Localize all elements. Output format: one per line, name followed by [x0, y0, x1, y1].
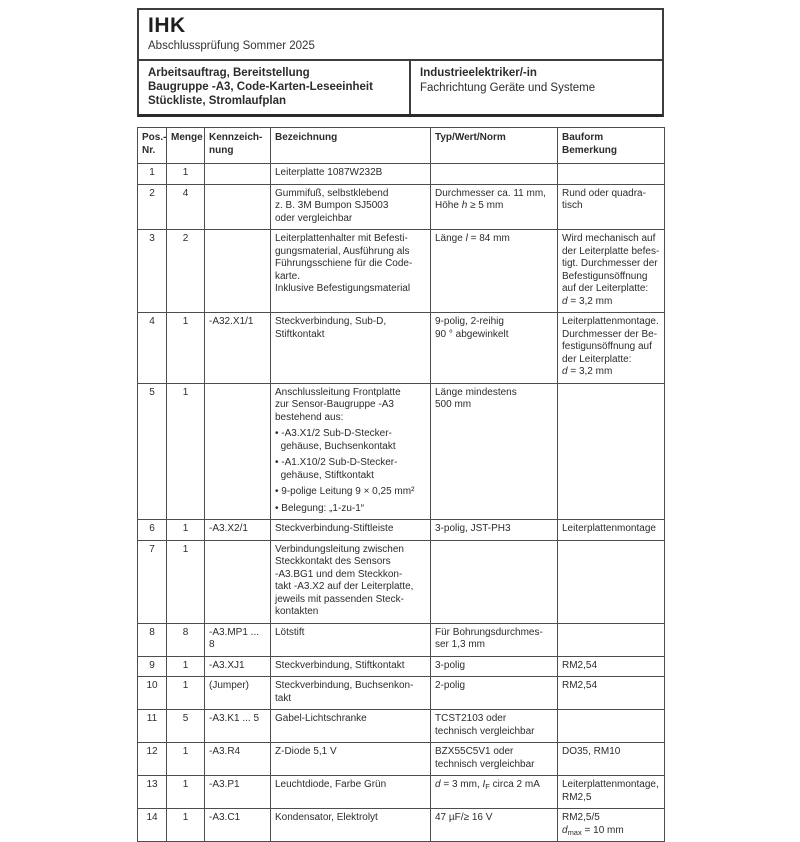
text-line: Befestigunsöffnung [562, 270, 648, 282]
table-cell [138, 383, 167, 520]
table-cell [138, 520, 167, 541]
text-line: kontakten [275, 606, 319, 617]
text-line: 13 [146, 779, 158, 790]
table-cell [431, 184, 558, 230]
text-line [209, 233, 266, 246]
text-line: Führungsschiene für die Code- [275, 258, 413, 269]
text-line: Baugruppe -A3, Code-Karten-Leseeinheit [148, 81, 373, 93]
table-cell [138, 743, 167, 776]
text-line: 5 [182, 713, 189, 724]
text-line [209, 167, 266, 180]
table-cell [271, 623, 431, 656]
title-box [137, 59, 664, 117]
text-line: jeweils mit passenden Steck- [275, 593, 404, 605]
text-line: • 9-polige Leitung 9 × 0,25 mm² [275, 486, 415, 497]
text-line: 5 [149, 386, 155, 398]
text-line: Steckverbindung, Sub-D, [275, 316, 387, 327]
text-line: z. B. 3M Bumpon SJ5003 [275, 200, 389, 211]
text-line: Bemerkung [562, 144, 618, 156]
table-cell [205, 677, 271, 710]
table-cell [558, 184, 665, 230]
text-line: Länge l = 84 mm [435, 233, 510, 244]
table-cell [205, 809, 271, 842]
text-line [562, 544, 660, 557]
table-cell [271, 809, 431, 842]
text-line: Leiterplattenmontage. [562, 316, 659, 327]
text-line: Anschlussleitung Frontplatte [275, 386, 401, 398]
table-cell [167, 383, 205, 520]
text-line: auf der Leiterplatte: [562, 283, 649, 294]
text-line: zur Sensor-Baugruppe -A3 [275, 399, 394, 410]
table-cell [558, 677, 665, 710]
text-line: RM2,54 [562, 659, 598, 671]
text-line: 1 [182, 812, 189, 823]
profession-box [411, 61, 662, 114]
table-row [138, 710, 665, 743]
table-cell [558, 809, 665, 842]
text-line: tisch [562, 200, 583, 211]
table-cell [558, 743, 665, 776]
table-cell [167, 184, 205, 230]
text-line: • Belegung: „1-zu-1“ [275, 502, 365, 514]
text-line: 9-polig, 2-reihig [435, 316, 504, 327]
text-line: • -A1.X10/2 Sub-D-Stecker- [275, 457, 398, 468]
table-cell [271, 710, 431, 743]
table-cell [167, 230, 205, 313]
table-cell [431, 313, 558, 384]
text-line: tigt. Durchmesser der [562, 258, 658, 269]
table-row [138, 313, 665, 384]
text-line: Steckverbindung-Stiftleiste [275, 523, 394, 534]
text-line: Länge mindestens [435, 386, 517, 398]
text-line: 1 [182, 543, 189, 555]
text-line: Durchmesser ca. 11 mm, [435, 187, 546, 199]
table-row [138, 184, 665, 230]
text-line: -A3.P1 [209, 779, 240, 790]
text-line: Menge [171, 132, 203, 143]
text-line: technisch vergleichbar [435, 758, 535, 770]
text-line: 2-polig [435, 680, 466, 691]
text-line: 3-polig [435, 659, 466, 671]
table-cell [558, 710, 665, 743]
text-line: oder vergleichbar [275, 212, 353, 224]
table-cell [431, 623, 558, 656]
text-line: 1 [182, 316, 189, 327]
table-cell [205, 776, 271, 809]
table-cell [431, 520, 558, 541]
text-line: Leiterplattenhalter mit Befesti- [275, 233, 408, 244]
table-cell [558, 230, 665, 313]
table-cell [167, 710, 205, 743]
text-line: • -A3.X1/2 Sub-D-Stecker- [275, 428, 392, 439]
table-row [138, 383, 665, 520]
specialization: Fachrichtung Geräte und Systeme [420, 82, 596, 94]
text-line: RM2,54 [562, 680, 598, 691]
text-line: Arbeitsauftrag, Bereitstellung [148, 67, 310, 79]
profession: Industrieelektriker/-in [420, 67, 537, 79]
text-line: -A3.R4 [209, 746, 241, 757]
table-cell [138, 776, 167, 809]
table-cell [138, 313, 167, 384]
table-cell [205, 230, 271, 313]
text-line: 500 mm [435, 399, 472, 410]
table-header-cell [431, 128, 558, 164]
text-line: 3-polig, JST-PH3 [435, 523, 511, 534]
text-line: DO35, RM10 [562, 746, 621, 757]
text-line: nung [209, 144, 234, 156]
table-cell [138, 230, 167, 313]
table-cell [431, 656, 558, 677]
text-line: gehäuse, Stiftkontakt [275, 469, 374, 481]
text-line [435, 544, 553, 557]
text-line: Steckkontakt des Sensors [275, 556, 391, 567]
table-cell [558, 164, 665, 185]
text-line [435, 167, 553, 180]
table-cell [431, 809, 558, 842]
text-line: -A3.MP1 ... 8 [209, 626, 262, 650]
text-line: technisch vergleichbar [435, 725, 535, 737]
text-line: Stiftkontakt [275, 328, 325, 340]
text-line: BZX55C5V1 oder [435, 746, 514, 757]
table-cell [431, 743, 558, 776]
text-line [209, 387, 266, 400]
table-cell [167, 809, 205, 842]
table-cell [167, 520, 205, 541]
text-line: takt [275, 692, 292, 704]
text-line: 1 [182, 746, 189, 757]
text-line: 2 [182, 233, 189, 244]
text-line: -A3.XJ1 [209, 659, 245, 671]
parts-table-head [138, 128, 665, 164]
text-line: Bauform [562, 132, 604, 143]
text-line: 1 [182, 167, 189, 178]
table-cell [271, 383, 431, 520]
parts-table [137, 127, 665, 842]
table-cell [271, 656, 431, 677]
table-cell [205, 710, 271, 743]
ihk-logo: IHK [148, 14, 186, 37]
table-cell [558, 623, 665, 656]
text-line: 10 [146, 680, 158, 691]
table-row [138, 776, 665, 809]
text-line: Z-Diode 5,1 V [275, 746, 337, 757]
table-row [138, 656, 665, 677]
table-row [138, 520, 665, 541]
text-line [562, 713, 660, 726]
text-line: Kondensator, Elektrolyt [275, 812, 378, 823]
table-cell [205, 313, 271, 384]
table-cell [205, 184, 271, 230]
table-cell [205, 540, 271, 623]
exam-title: Abschlussprüfung Sommer 2025 [148, 40, 315, 52]
table-cell [167, 677, 205, 710]
table-header-cell [558, 128, 665, 164]
text-line: $d_{max} = 10$ mm [562, 824, 624, 837]
task-title [139, 61, 411, 114]
text-line: -A3.K1 ... 5 [209, 713, 260, 724]
text-line: 8 [149, 626, 155, 638]
table-cell [138, 184, 167, 230]
text-line [562, 387, 660, 400]
text-line: der Leiterplatte befes- [562, 245, 660, 257]
table-cell [271, 520, 431, 541]
table-cell [558, 383, 665, 520]
table-row [138, 230, 665, 313]
table-header-row [138, 128, 665, 164]
table-cell [271, 230, 431, 313]
table-row [138, 623, 665, 656]
text-line: takt -A3.X2 auf der Leiterplatte, [275, 581, 414, 592]
table-cell [167, 540, 205, 623]
text-line: 1 [182, 659, 189, 671]
text-line: 1 [182, 386, 189, 398]
table-cell [138, 540, 167, 623]
table-header-cell [271, 128, 431, 164]
text-line: Kennzeich- [209, 132, 263, 143]
text-line: Typ/Wert/Norm [435, 132, 506, 143]
text-line: 1 [182, 779, 189, 790]
table-cell [431, 677, 558, 710]
text-line: 11 [146, 713, 158, 724]
table-cell [558, 313, 665, 384]
text-line: Gummifuß, selbstklebend [275, 187, 389, 199]
table-row [138, 677, 665, 710]
text-line: Pos.- [142, 132, 167, 143]
text-line: 4 [149, 316, 155, 327]
document-page [137, 8, 664, 842]
table-cell [558, 520, 665, 541]
text-line: karte. [275, 270, 301, 282]
table-row [138, 809, 665, 842]
text-line: 12 [146, 746, 158, 757]
text-line: Stückliste, Stromlaufplan [148, 95, 287, 107]
text-line: 1 [182, 523, 189, 534]
table-cell [138, 623, 167, 656]
text-line: Wird mechanisch auf [562, 233, 656, 244]
table-cell [138, 710, 167, 743]
text-line: Steckverbindung, Buchsenkon- [275, 680, 414, 691]
table-cell [205, 520, 271, 541]
text-line: Für Bohrungsdurchmes- [435, 626, 543, 638]
text-line: 6 [149, 523, 155, 534]
text-line: Inklusive Befestigungsmaterial [275, 283, 411, 294]
text-line: der Leiterplatte: [562, 353, 632, 365]
table-cell [431, 776, 558, 809]
table-cell [271, 164, 431, 185]
table-cell [167, 656, 205, 677]
text-line [562, 167, 660, 180]
text-line: Steckverbindung, Stiftkontakt [275, 659, 405, 671]
text-line: (Jumper) [209, 680, 250, 691]
table-cell [271, 313, 431, 384]
table-header-cell [167, 128, 205, 164]
table-cell [431, 164, 558, 185]
table-cell [138, 656, 167, 677]
table-cell [271, 677, 431, 710]
text-line: 1 [182, 680, 189, 691]
table-cell [167, 743, 205, 776]
text-line: Durchmesser der Be- [562, 328, 658, 340]
table-cell [205, 656, 271, 677]
table-cell [271, 184, 431, 230]
table-cell [558, 776, 665, 809]
text-line: RM2,5 [562, 791, 592, 803]
table-row [138, 540, 665, 623]
table-cell [431, 710, 558, 743]
text-line: Nr. [142, 144, 156, 156]
text-line: festigunsöffnung auf [562, 341, 652, 352]
text-line: -A3.C1 [209, 812, 241, 823]
text-line: Gabel-Lichtschranke [275, 713, 367, 724]
text-line: 47 µF/≥ 16 V [435, 812, 493, 823]
table-cell [431, 383, 558, 520]
text-line: Leiterplatte 1087W232B [275, 167, 383, 178]
text-line: d = 3 mm, $I_F$ circa 2 mA [435, 779, 540, 791]
text-line: Verbindungsleitung zwischen [275, 543, 404, 555]
table-cell [138, 809, 167, 842]
text-line: 2 [149, 187, 155, 199]
text-line: -A3.BG1 und dem Steckkon- [275, 568, 403, 580]
table-cell [431, 540, 558, 623]
text-line: TCST2103 oder [435, 713, 507, 724]
table-cell [271, 743, 431, 776]
table-cell [138, 677, 167, 710]
text-line: RM2,5/5 [562, 812, 600, 823]
text-line: 90 ° abgewinkelt [435, 328, 509, 340]
text-line: ser 1,3 mm [435, 639, 486, 650]
table-header-cell [205, 128, 271, 164]
header-box [137, 8, 664, 59]
text-line: 7 [149, 543, 155, 555]
table-row [138, 164, 665, 185]
text-line: 4 [182, 187, 189, 199]
table-cell [167, 623, 205, 656]
table-cell [167, 776, 205, 809]
text-line: Leiterplattenmontage [562, 523, 656, 534]
text-line: d = 3,2 mm [562, 366, 613, 377]
text-line [209, 544, 266, 557]
table-cell [167, 164, 205, 185]
text-line: gungsmaterial, Ausführung als [275, 245, 410, 257]
table-cell [205, 743, 271, 776]
text-line: bestehend aus: [275, 411, 344, 423]
text-line: Lötstift [275, 626, 305, 638]
table-cell [205, 383, 271, 520]
table-cell [205, 164, 271, 185]
text-line [562, 627, 660, 640]
table-cell [167, 313, 205, 384]
table-cell [205, 623, 271, 656]
text-line [209, 188, 266, 201]
text-line: Leiterplattenmontage, [562, 779, 659, 790]
text-line: gehäuse, Buchsenkontakt [275, 440, 396, 452]
table-row [138, 743, 665, 776]
text-line: Rund oder quadra- [562, 187, 646, 199]
text-line: -A3.X2/1 [209, 523, 248, 534]
table-cell [271, 776, 431, 809]
text-line: -A32.X1/1 [209, 316, 254, 327]
text-line: 8 [182, 626, 189, 638]
text-line: Bezeichnung [275, 132, 338, 143]
table-cell [138, 164, 167, 185]
text-line: 3 [149, 233, 155, 244]
table-cell [558, 540, 665, 623]
text-line: d = 3,2 mm [562, 295, 613, 307]
text-line: 9 [149, 659, 155, 671]
text-line: 1 [149, 167, 155, 178]
table-cell [558, 656, 665, 677]
parts-table-body [138, 164, 665, 842]
table-cell [271, 540, 431, 623]
text-line: Leuchtdiode, Farbe Grün [275, 779, 387, 790]
table-header-cell [138, 128, 167, 164]
text-line: Höhe h ≥ 5 mm [435, 200, 504, 211]
text-line: 14 [146, 812, 158, 823]
table-cell [431, 230, 558, 313]
